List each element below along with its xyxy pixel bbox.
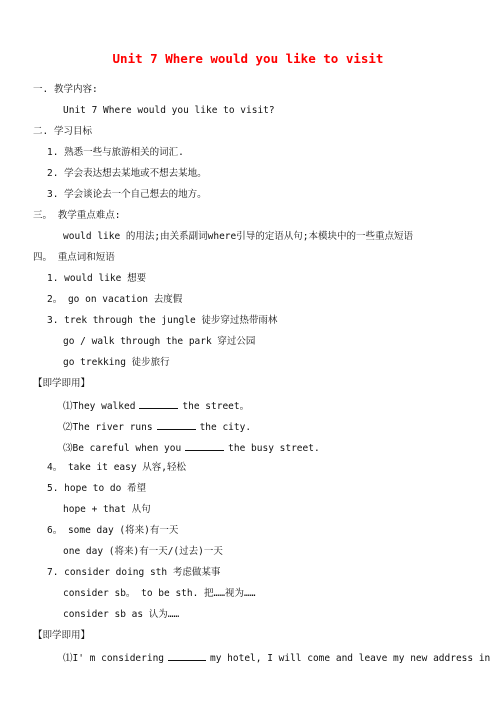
- exercise-text: ⑶Be careful when you: [63, 443, 182, 454]
- list-item: 3. 学会谈论去一个自己想去的地方。: [47, 189, 207, 200]
- paragraph: Unit 7 Where would you like to visit?: [63, 105, 275, 116]
- list-subitem: one day (将来)有一天/(过去)一天: [63, 546, 223, 557]
- list-item: 2. 学会表达想去某地或不想去某地。: [47, 168, 207, 179]
- exercise-text: my hotel, I will come and leave my new address in: [210, 653, 491, 664]
- exercise-text: ⑴They walked: [63, 401, 136, 412]
- exercise-text: the busy street.: [228, 443, 320, 454]
- list-subitem: consider sb。 to be sth. 把……视为……: [63, 588, 256, 599]
- exercise-heading: 【即学即用】: [33, 630, 91, 641]
- list-subitem: consider sb as 认为……: [63, 609, 180, 620]
- page-title: Unit 7 Where would you like to visit: [112, 51, 384, 66]
- answer-blank: [168, 651, 206, 661]
- list-item: 1. would like 想要: [47, 273, 147, 284]
- exercise-item: [63, 420, 251, 434]
- exercise-text: the street。: [182, 401, 250, 412]
- list-subitem: go trekking 徒步旅行: [63, 357, 170, 368]
- exercise-text: ⑵The river runs: [63, 422, 153, 433]
- section-heading: 三。 教学重点难点:: [33, 210, 121, 221]
- list-item: 5. hope to do 希望: [47, 483, 147, 494]
- exercise-item: [63, 651, 490, 665]
- answer-blank: [185, 441, 224, 451]
- exercise-text: ⑴I' m considering: [63, 653, 165, 664]
- list-item: 6。 some day (将来)有一天: [47, 525, 179, 536]
- list-item: 3. trek through the jungle 徒步穿过热带雨林: [47, 315, 278, 326]
- section-heading: 二. 学习目标: [33, 126, 92, 137]
- list-item: 4。 take it easy 从容,轻松: [47, 462, 187, 473]
- exercise-heading: 【即学即用】: [33, 378, 91, 389]
- answer-blank: [157, 420, 196, 430]
- paragraph: would like 的用法;由关系副词where引导的定语从句;本模块中的一些重点短语: [63, 231, 413, 242]
- answer-blank: [139, 399, 178, 409]
- exercise-text: the city.: [199, 422, 252, 433]
- exercise-item: [63, 441, 320, 455]
- list-item: 7. consider doing sth 考虑做某事: [47, 567, 221, 578]
- section-heading: 四。 重点词和短语: [33, 252, 115, 263]
- list-subitem: go / walk through the park 穿过公园: [63, 336, 256, 347]
- list-item: 1. 熟悉一些与旅游相关的词汇.: [47, 147, 184, 158]
- list-item: 2。 go on vacation 去度假: [47, 294, 183, 305]
- exercise-item: [63, 399, 249, 413]
- section-heading: 一. 教学内容:: [33, 84, 98, 95]
- list-subitem: hope + that 从句: [63, 504, 151, 515]
